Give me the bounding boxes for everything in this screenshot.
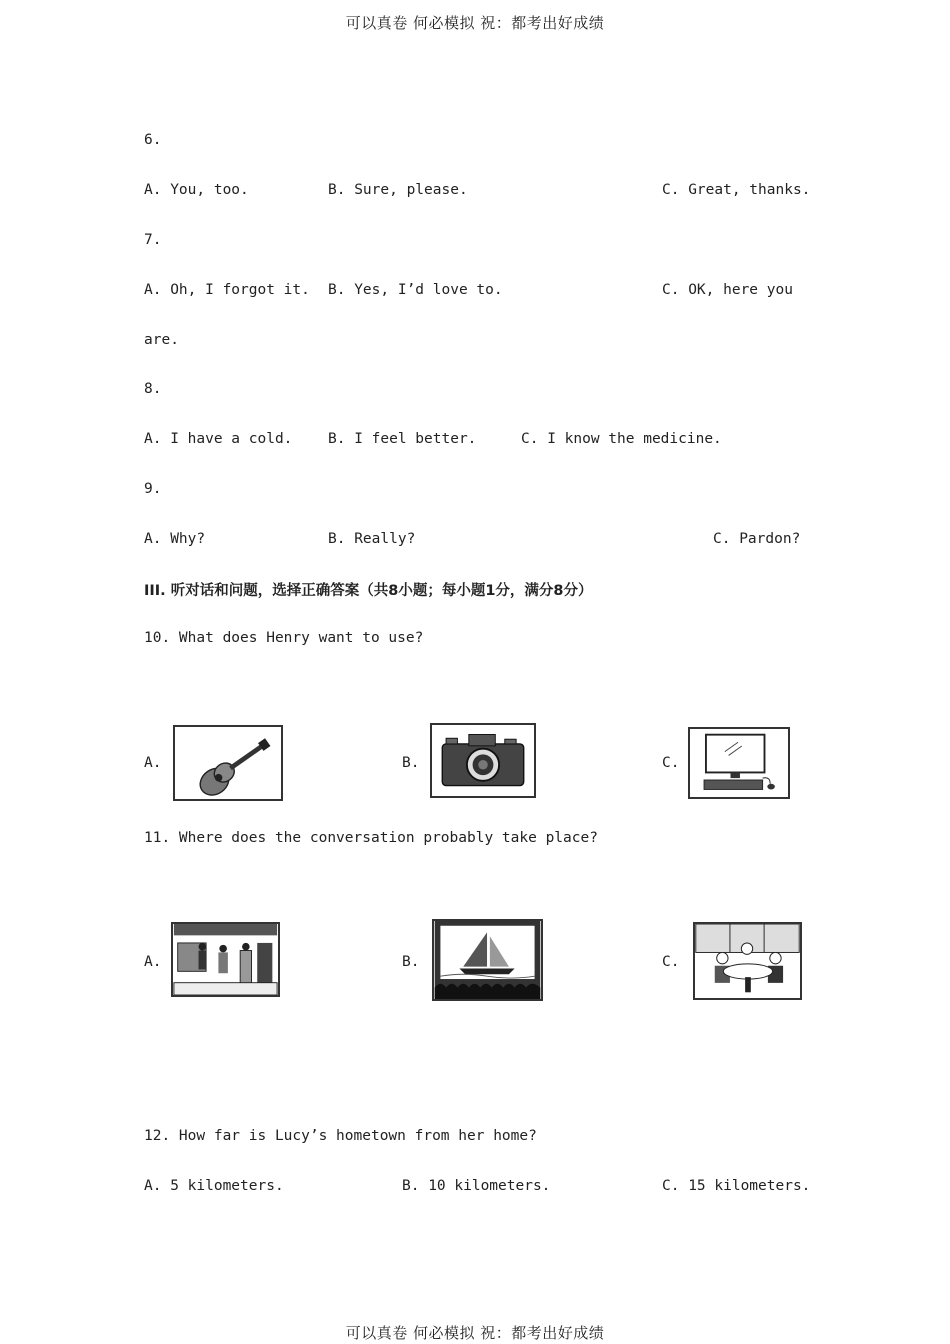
- q11-option-a-label: A.: [144, 954, 162, 970]
- question-6-number: 6.: [144, 132, 162, 148]
- computer-icon: [690, 729, 788, 797]
- question-11-text: 11. Where does the conversation probably take place?: [144, 830, 598, 846]
- clothes-shop-picture: [171, 922, 280, 997]
- question-10-text: 10. What does Henry want to use?: [144, 630, 424, 646]
- guitar-picture: [173, 725, 283, 801]
- cinema-picture: [432, 919, 543, 1001]
- question-9-number: 9.: [144, 481, 162, 497]
- shop-scene-icon: [173, 924, 278, 995]
- section-3-heading: III. 听对话和问题，选择正确答案（共8小题；每小题1分，满分8分）: [144, 583, 593, 599]
- q7-option-b: B. Yes, I’d love to.: [328, 282, 503, 298]
- q10-option-c-label: C.: [662, 755, 680, 771]
- q9-option-c: C. Pardon?: [713, 531, 801, 547]
- restaurant-scene-icon: [695, 924, 800, 998]
- q8-option-a: A. I have a cold.: [144, 431, 293, 447]
- q8-option-c: C. I know the medicine.: [521, 431, 722, 447]
- page-header: 可以真卷 何必模拟 祝：都考出好成绩: [345, 14, 605, 32]
- q12-option-b: B. 10 kilometers.: [402, 1178, 551, 1194]
- q7-option-c-continued: are.: [144, 332, 179, 348]
- q11-option-b-label: B.: [402, 954, 420, 970]
- q6-option-b: B. Sure, please.: [328, 182, 468, 198]
- q9-option-a: A. Why?: [144, 531, 206, 547]
- camera-picture: [430, 723, 536, 798]
- computer-picture: [688, 727, 790, 799]
- q6-option-a: A. You, too.: [144, 182, 249, 198]
- q10-option-a-label: A.: [144, 755, 162, 771]
- camera-icon: [432, 725, 534, 796]
- q7-option-c: C. OK, here you: [662, 282, 793, 298]
- cinema-scene-icon: [434, 921, 541, 999]
- q9-option-b: B. Really?: [328, 531, 416, 547]
- guitar-icon: [175, 727, 281, 799]
- q12-option-c: C. 15 kilometers.: [662, 1178, 811, 1194]
- q11-option-c-label: C.: [662, 954, 680, 970]
- q8-option-b: B. I feel better.: [328, 431, 477, 447]
- q6-option-c: C. Great, thanks.: [662, 182, 811, 198]
- q12-option-a: A. 5 kilometers.: [144, 1178, 284, 1194]
- question-8-number: 8.: [144, 381, 162, 397]
- question-7-number: 7.: [144, 232, 162, 248]
- question-12-text: 12. How far is Lucy’s hometown from her home?: [144, 1128, 537, 1144]
- restaurant-picture: [693, 922, 802, 1000]
- q7-option-a: A. Oh, I forgot it.: [144, 282, 310, 298]
- q10-option-b-label: B.: [402, 755, 420, 771]
- page-footer: 可以真卷 何必模拟 祝：都考出好成绩: [345, 1324, 605, 1342]
